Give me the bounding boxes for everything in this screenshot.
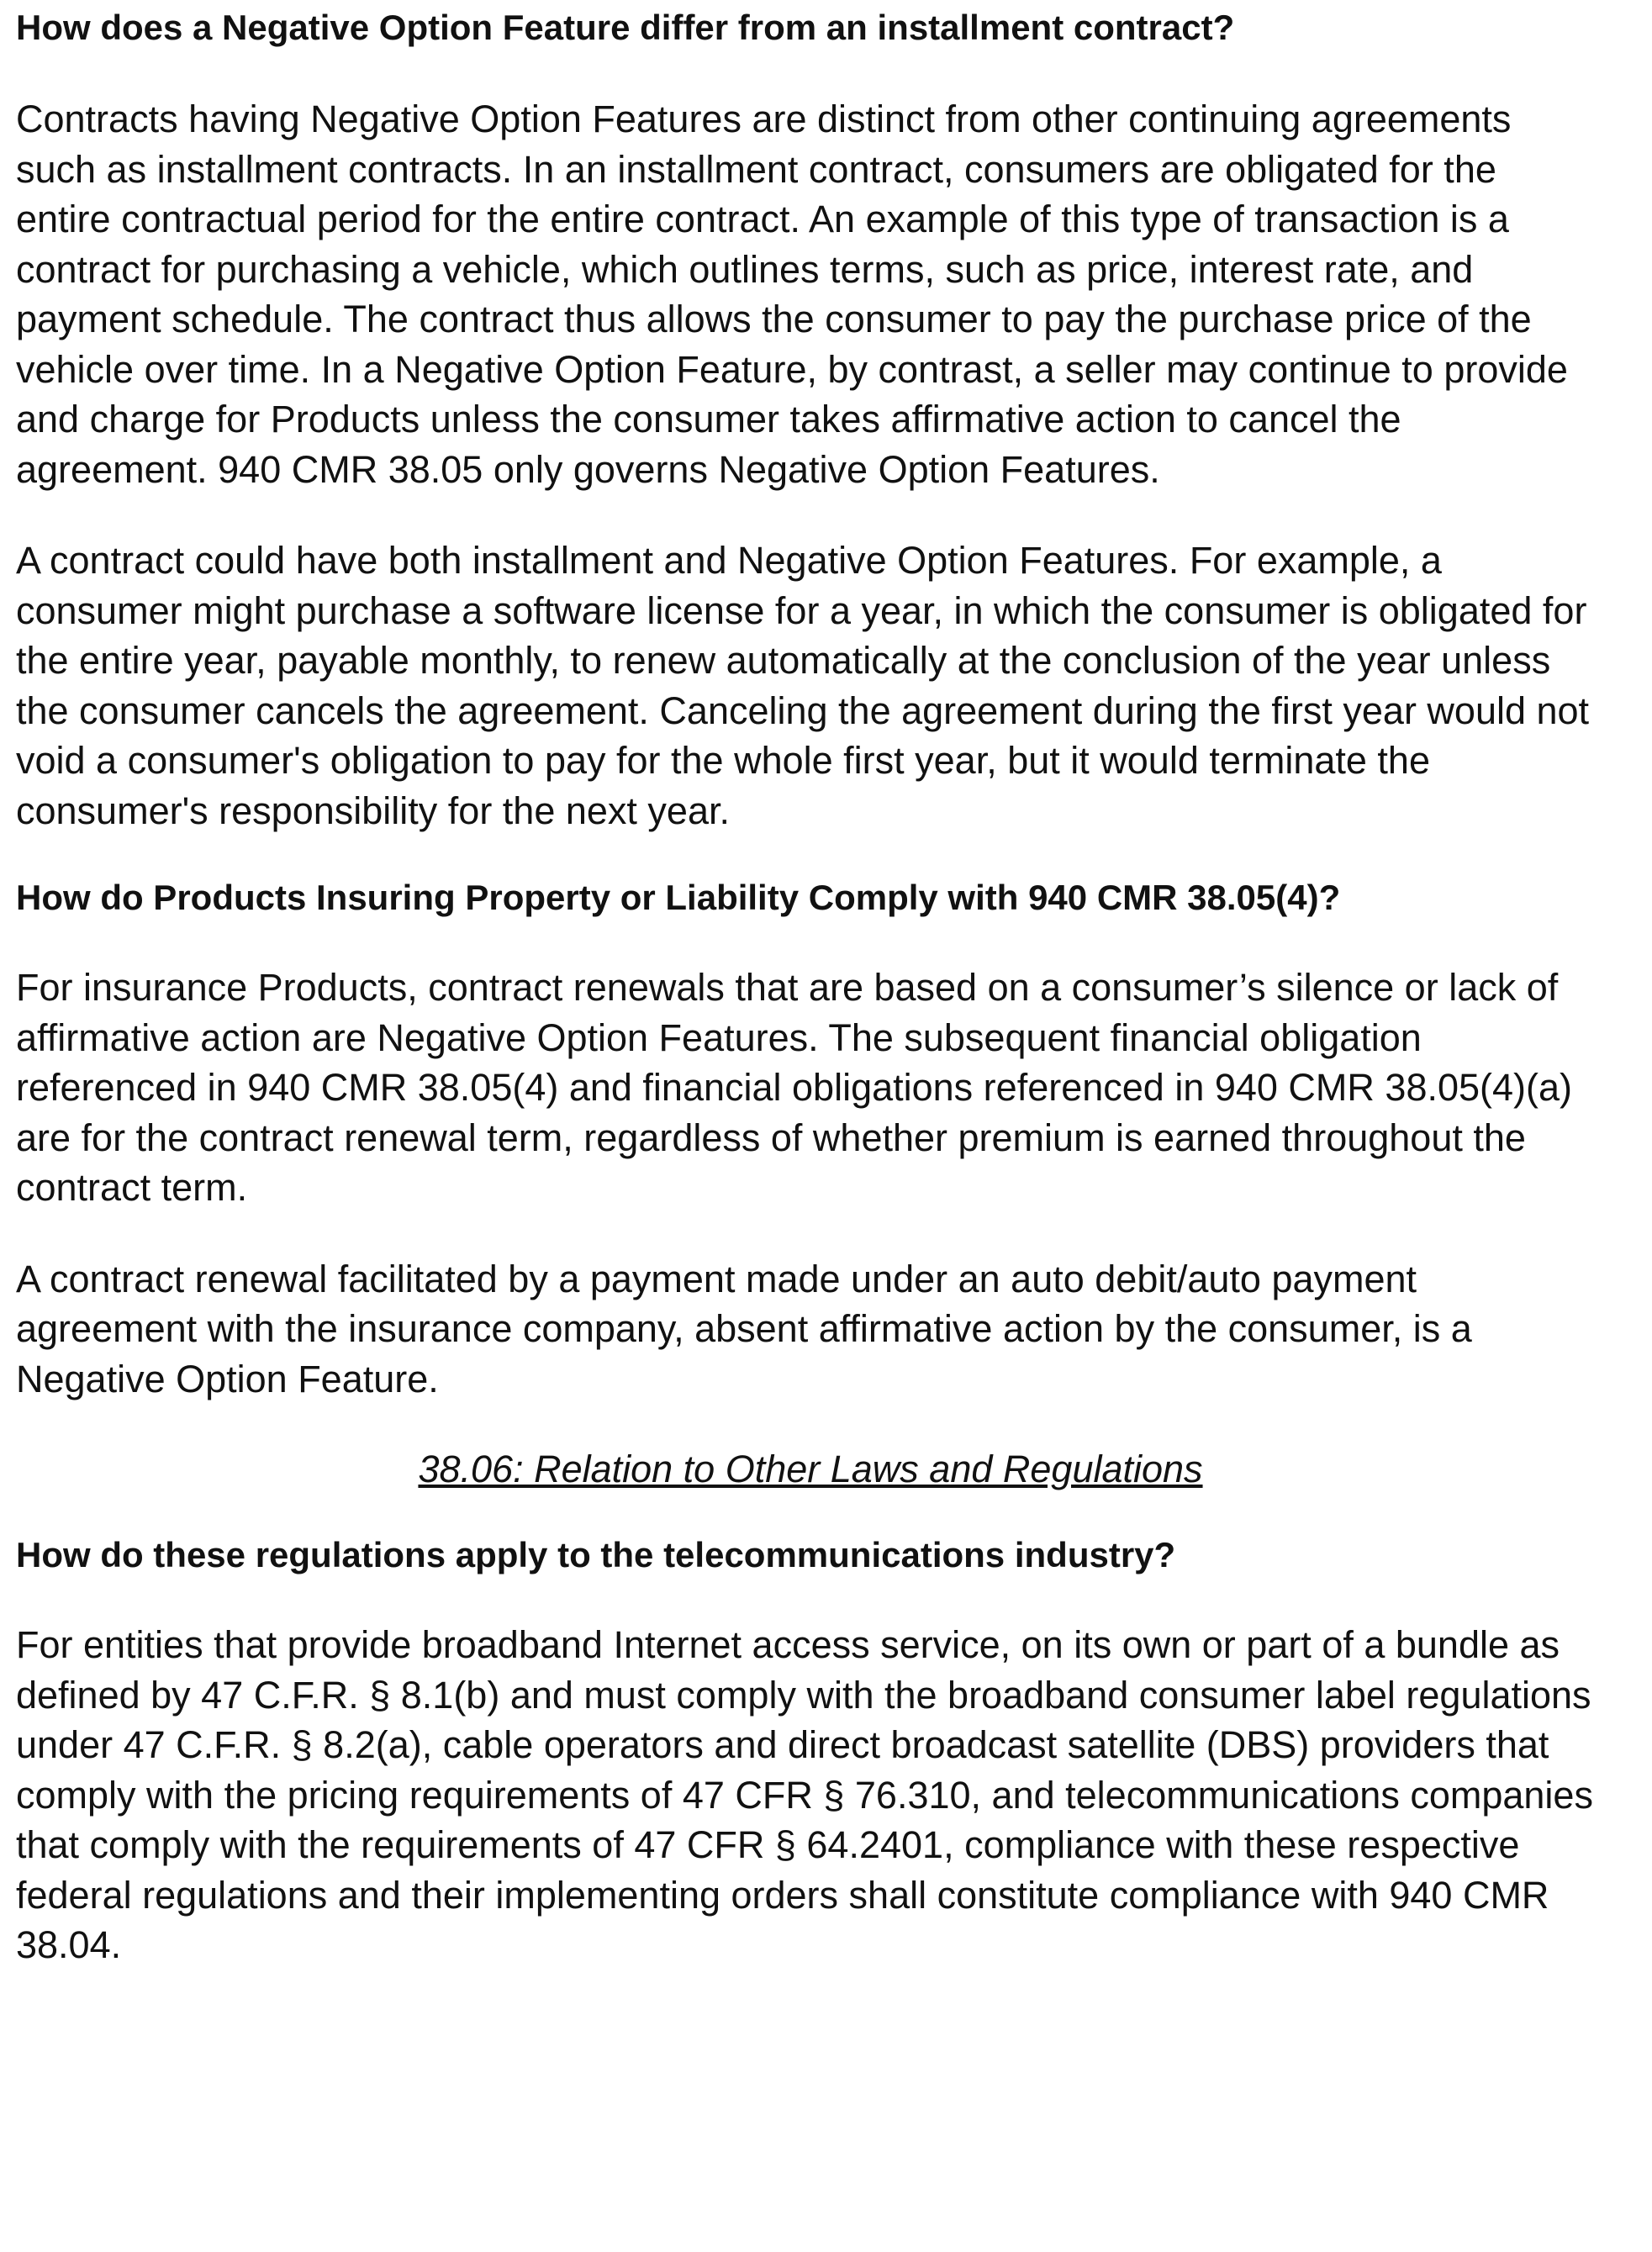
heading-insurance-products: How do Products Insuring Property or Liability Comply with 940 CMR 38.05(4)?: [16, 878, 1341, 917]
heading-telecommunications: How do these regulations apply to the telecommunications industry?: [16, 1535, 1176, 1574]
paragraph-installment-contracts: Contracts having Negative Option Features are distinct from other continuing agreements such as installment contracts. In an installment contract, consumers are obligated for the entire contractual period for the entire contract. An example of this type of transaction is a contract for purchasing a vehicle, which outlines terms, such as price, interest rate, and payment schedule. The contract thus allows the consumer to pay the purchase price of the vehicle over time. In a Negative Option Feature, by contrast, a seller may continue to provide and charge for Products unless the consumer takes affirmative action to cancel the agreement. 940 CMR 38.05 only governs Negative Option Features.: [16, 98, 1568, 491]
paragraph-combined-features: A contract could have both installment and Negative Option Features. For example, a consumer might purchase a software license for a year, in which the consumer is obligated for the entire year, payable monthly, to renew automatically at the conclusion of the year unless the consumer cancels the agreement. Canceling the agreement during the first year would not void a consumer's obligation to pay for the whole first year, but it would terminate the consumer's responsibility for the next year.: [16, 539, 1590, 832]
paragraph-insurance-renewals: For insurance Products, contract renewals that are based on a consumer’s silence or lack of affirmative action are Negative Option Features. The subsequent financial obligation referenced in 940 CMR 38.05(4) and financial obligations referenced in 940 CMR 38.05(4)(a) are for the contract renewal term, regardless of whether premium is earned throughout the contract term.: [16, 966, 1573, 1209]
document-page: [16, 0, 1597, 1970]
section-title-38-06: 38.06: Relation to Other Laws and Regulations: [418, 1448, 1203, 1490]
paragraph-auto-debit: A contract renewal facilitated by a payment made under an auto debit/auto payment agreement with the insurance company, absent affirmative action by the consumer, is a Negative Option Feature.: [16, 1257, 1472, 1400]
paragraph-telecommunications: For entities that provide broadband Internet access service, on its own or part of a bundle as defined by 47 C.F.R. § 8.1(b) and must comply with the broadband consumer label regulations under 47 C.F.R. § 8.2(a), cable operators and direct broadcast satellite (DBS) providers that comply with the pricing requirements of 47 CFR § 76.310, and telecommunications companies that comply with the requirements of 47 CFR § 64.2401, compliance with these respective federal regulations and their implementing orders shall constitute compliance with 940 CMR 38.04.: [16, 1623, 1593, 1966]
heading-installment-difference: How does a Negative Option Feature differ from an installment contract?: [16, 8, 1235, 47]
